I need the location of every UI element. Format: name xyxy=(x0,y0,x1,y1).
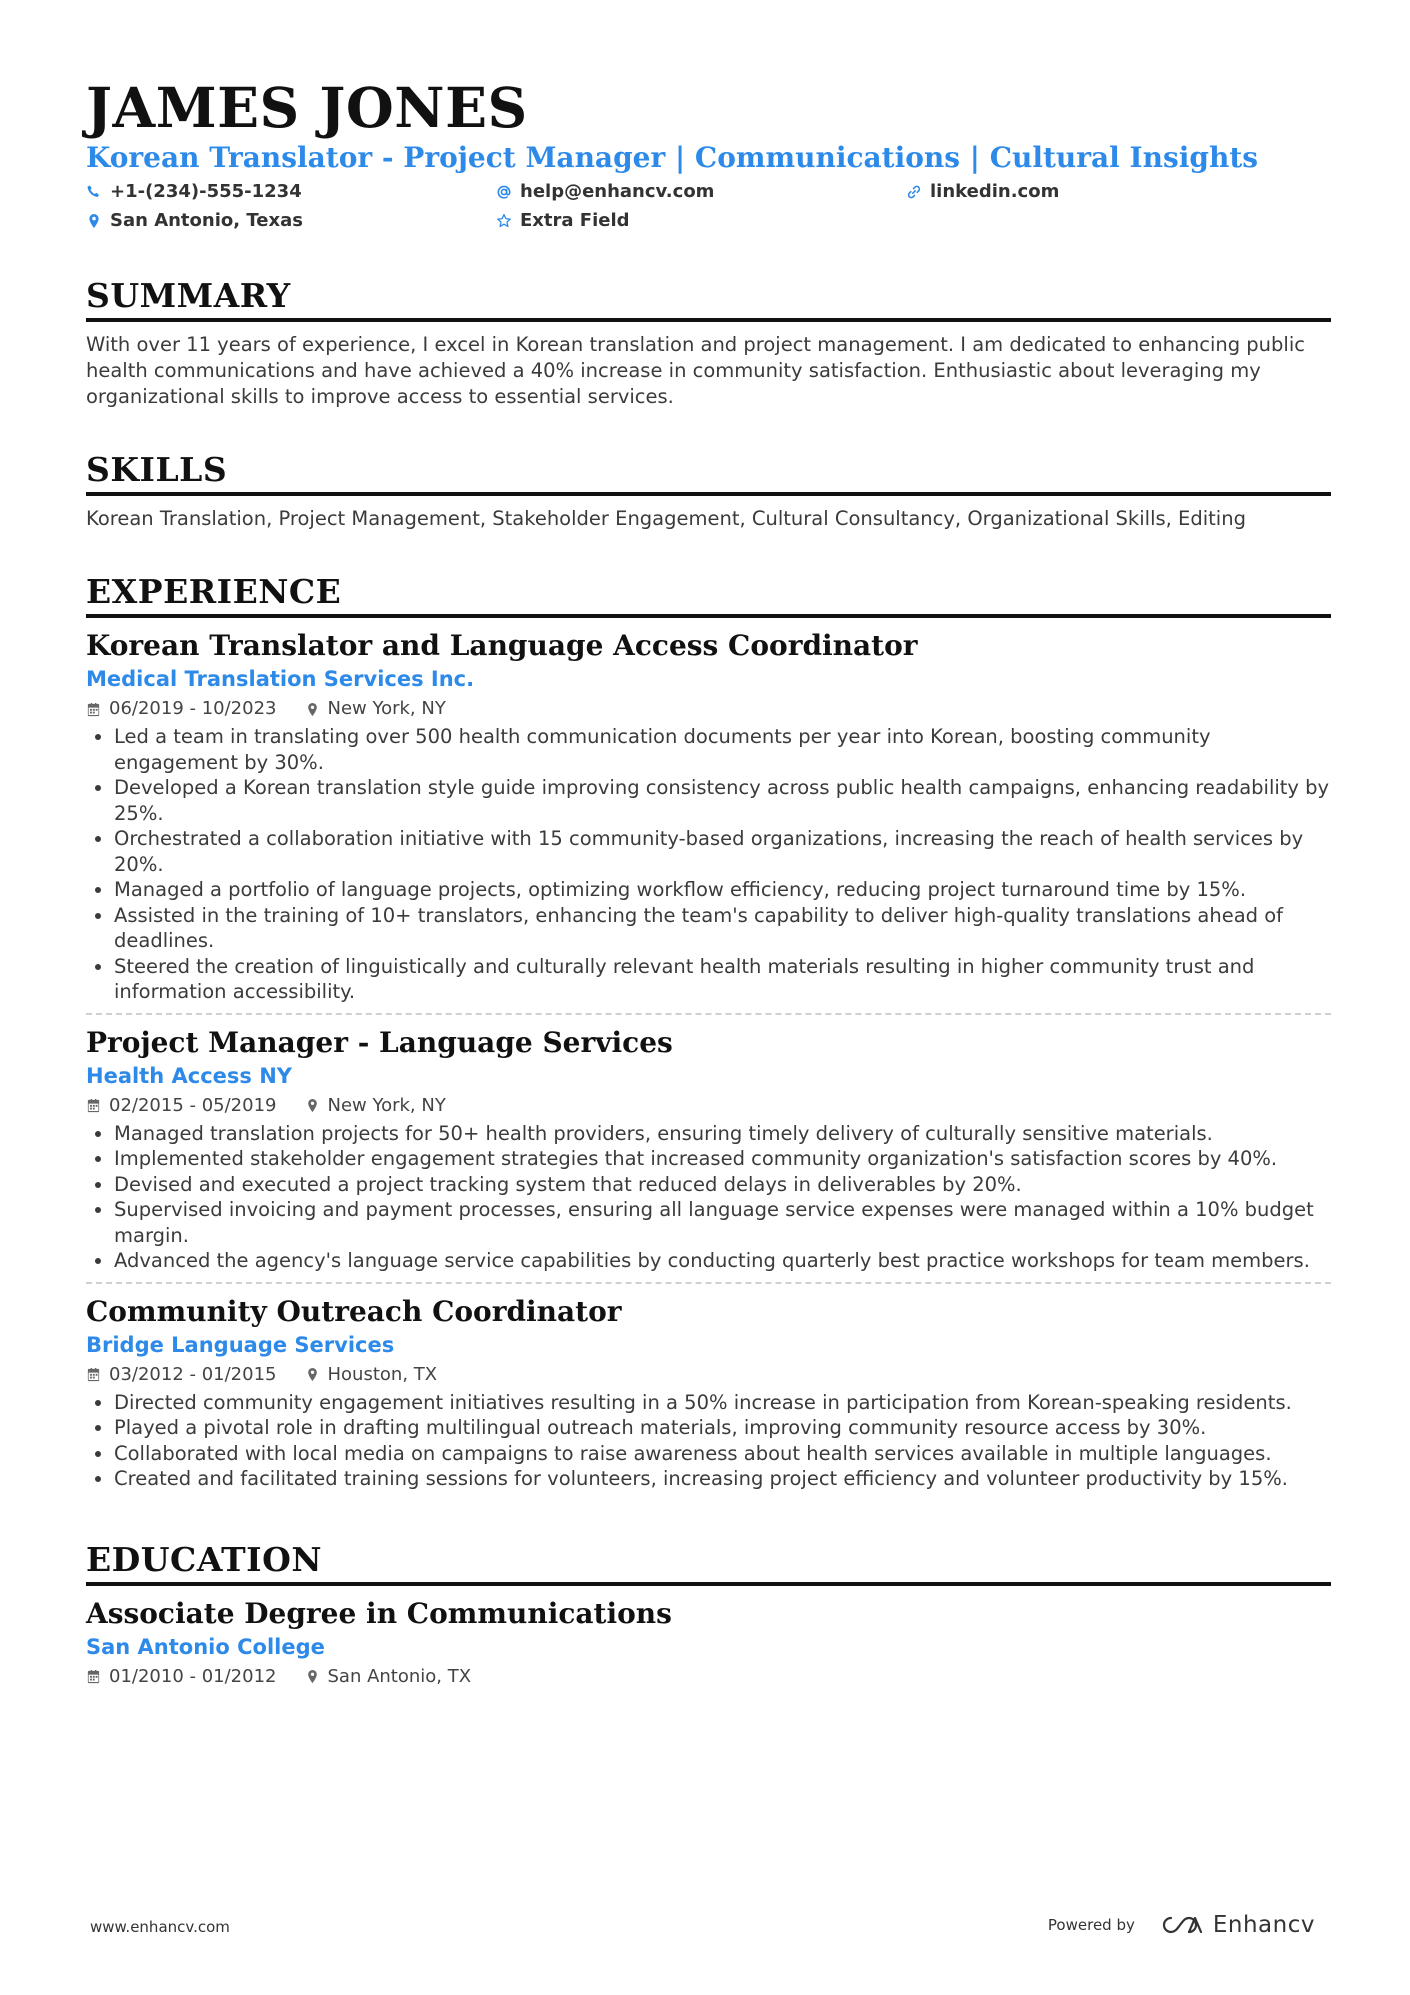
job-bullet: • Developed a Korean translation style guide improving consistency across public health campaigns, enhancing readability by 25%. xyxy=(114,775,1331,826)
job-location-text: New York, NY xyxy=(327,698,446,719)
school-name: San Antonio College xyxy=(86,1634,325,1659)
job-bullets xyxy=(86,1121,1331,1274)
degree-title: Associate Degree in Communications xyxy=(86,1596,672,1630)
calendar-icon xyxy=(86,1098,101,1113)
star-icon xyxy=(496,213,512,229)
company-name: Medical Translation Services Inc. xyxy=(86,667,475,691)
experience-item xyxy=(86,1013,1331,1282)
job-location-text: Houston, TX xyxy=(327,1363,438,1385)
summary-text: With over 11 years of experience, I excel in Korean translation and project management. I am dedicated to enhancing public health communications and have achieved a 40% increase in community satisfaction. Enthusiastic about leveraging my organizational skills to improve access to essential services. xyxy=(86,333,1305,408)
map-pin-icon xyxy=(305,1098,320,1113)
calendar-icon xyxy=(86,1367,101,1382)
calendar-icon xyxy=(86,702,101,717)
enhancv-logo-icon xyxy=(1159,1913,1205,1937)
job-bullet: • Managed translation projects for 50+ health providers, ensuring timely delivery of culturally sensitive materials. xyxy=(114,1121,1331,1147)
contact-extra-field xyxy=(496,207,906,234)
page-footer xyxy=(90,1908,1315,1948)
contact-linkedin-text: linkedin.com xyxy=(930,181,1060,202)
contact-list xyxy=(86,178,1331,234)
education-dates: 01/2010 - 01/2012 xyxy=(109,1665,277,1687)
job-location xyxy=(305,1360,438,1390)
calendar-icon xyxy=(86,1669,101,1684)
job-location xyxy=(305,1091,446,1121)
company-name: Bridge Language Services xyxy=(86,1332,395,1357)
candidate-headline: Korean Translator - Project Manager | Communications | Cultural Insights xyxy=(86,141,1259,174)
map-pin-icon xyxy=(305,702,320,717)
map-pin-icon xyxy=(86,213,102,229)
job-meta xyxy=(86,1091,1331,1121)
job-bullet: • Led a team in translating over 500 health communication documents per year into Korean, boosting community engagement by 30%. xyxy=(114,724,1331,775)
job-bullet: • Supervised invoicing and payment processes, ensuring all language service expenses were managed within a 10% budget margin. xyxy=(114,1197,1331,1248)
job-bullet: • Implemented stakeholder engagement strategies that increased community organization's satisfaction scores by 40%. xyxy=(114,1146,1331,1172)
education-location xyxy=(305,1662,472,1692)
job-bullet: • Created and facilitated training sessions for volunteers, increasing project efficiency and volunteer productivity by 15%. xyxy=(114,1466,1331,1492)
brand-name: Enhancv xyxy=(1212,1912,1315,1938)
contact-phone[interactable] xyxy=(86,178,496,205)
candidate-name: JAMES JONES xyxy=(86,75,528,140)
experience-item xyxy=(86,628,1331,1013)
company-name: Health Access NY xyxy=(86,1063,292,1088)
job-bullet: • Devised and executed a project tracking system that reduced delays in deliverables by 20%. xyxy=(114,1172,1331,1198)
contact-phone-text: +1-(234)-555-1234 xyxy=(110,181,302,202)
job-bullet: • Directed community engagement initiatives resulting in a 50% increase in participation from Korean-speaking residents. xyxy=(114,1390,1331,1416)
job-meta xyxy=(86,1360,1331,1390)
job-bullet: • Managed a portfolio of language projects, optimizing workflow efficiency, reducing project turnaround time by 15%. xyxy=(114,877,1331,903)
footer-branding xyxy=(1048,1912,1315,1938)
section-title-experience: EXPERIENCE xyxy=(86,572,1331,618)
contact-extra-field-text: Extra Field xyxy=(520,210,630,231)
job-bullet: • Collaborated with local media on campaigns to raise awareness about health services available in multiple languages. xyxy=(114,1441,1331,1467)
education-location-text: San Antonio, TX xyxy=(327,1665,472,1687)
job-bullet: • Advanced the agency's language service capabilities by conducting quarterly best practice workshops for team members. xyxy=(114,1248,1331,1274)
job-meta xyxy=(86,694,1331,724)
section-title-skills: SKILLS xyxy=(86,450,1331,496)
education-meta xyxy=(86,1662,1331,1692)
job-bullet: • Played a pivotal role in drafting multilingual outreach materials, improving community resource access by 30%. xyxy=(114,1415,1331,1441)
job-dates: 06/2019 - 10/2023 xyxy=(109,698,277,719)
summary-section xyxy=(86,276,1331,410)
at-icon xyxy=(496,184,512,200)
job-location-text: New York, NY xyxy=(327,1094,446,1116)
enhancv-logo[interactable] xyxy=(1159,1912,1315,1938)
education-item xyxy=(86,1596,1331,1700)
education-section xyxy=(86,1540,1331,1700)
job-dates: 03/2012 - 01/2015 xyxy=(109,1363,277,1385)
job-title: Project Manager - Language Services xyxy=(86,1025,673,1059)
footer-website[interactable]: www.enhancv.com xyxy=(90,1918,230,1936)
skills-section xyxy=(86,450,1331,532)
section-title-education: EDUCATION xyxy=(86,1540,1331,1586)
job-bullet: • Orchestrated a collaboration initiative with 15 community-based organizations, increasing the reach of health services by 20%. xyxy=(114,826,1331,877)
job-title: Korean Translator and Language Access Coordinator xyxy=(86,629,918,662)
contact-location-text: San Antonio, Texas xyxy=(110,210,303,231)
experience-section xyxy=(86,572,1331,1500)
job-bullets xyxy=(86,724,1331,1005)
phone-icon xyxy=(86,184,102,200)
job-bullets xyxy=(86,1390,1331,1492)
contact-email-text: help@enhancv.com xyxy=(520,181,715,202)
map-pin-icon xyxy=(305,1367,320,1382)
skills-text: Korean Translation, Project Management, Stakeholder Engagement, Cultural Consultancy, Organizational Skills, Editing xyxy=(86,507,1246,530)
contact-linkedin[interactable] xyxy=(906,178,1206,205)
link-icon xyxy=(906,184,922,200)
job-dates: 02/2015 - 05/2019 xyxy=(109,1094,277,1116)
map-pin-icon xyxy=(305,1669,320,1684)
section-title-summary: SUMMARY xyxy=(86,276,1331,322)
powered-by-label: Powered by xyxy=(1047,1916,1135,1934)
job-bullet: • Assisted in the training of 10+ translators, enhancing the team's capability to deliver high-quality translations ahead of deadlines. xyxy=(114,903,1331,954)
contact-location xyxy=(86,207,496,234)
job-location xyxy=(305,694,446,724)
contact-email[interactable] xyxy=(496,178,906,205)
resume-page xyxy=(86,76,1331,1700)
experience-item xyxy=(86,1282,1331,1500)
job-title: Community Outreach Coordinator xyxy=(86,1294,622,1328)
job-bullet: • Steered the creation of linguistically and culturally relevant health materials resulting in higher community trust and information accessibility. xyxy=(114,954,1331,1005)
